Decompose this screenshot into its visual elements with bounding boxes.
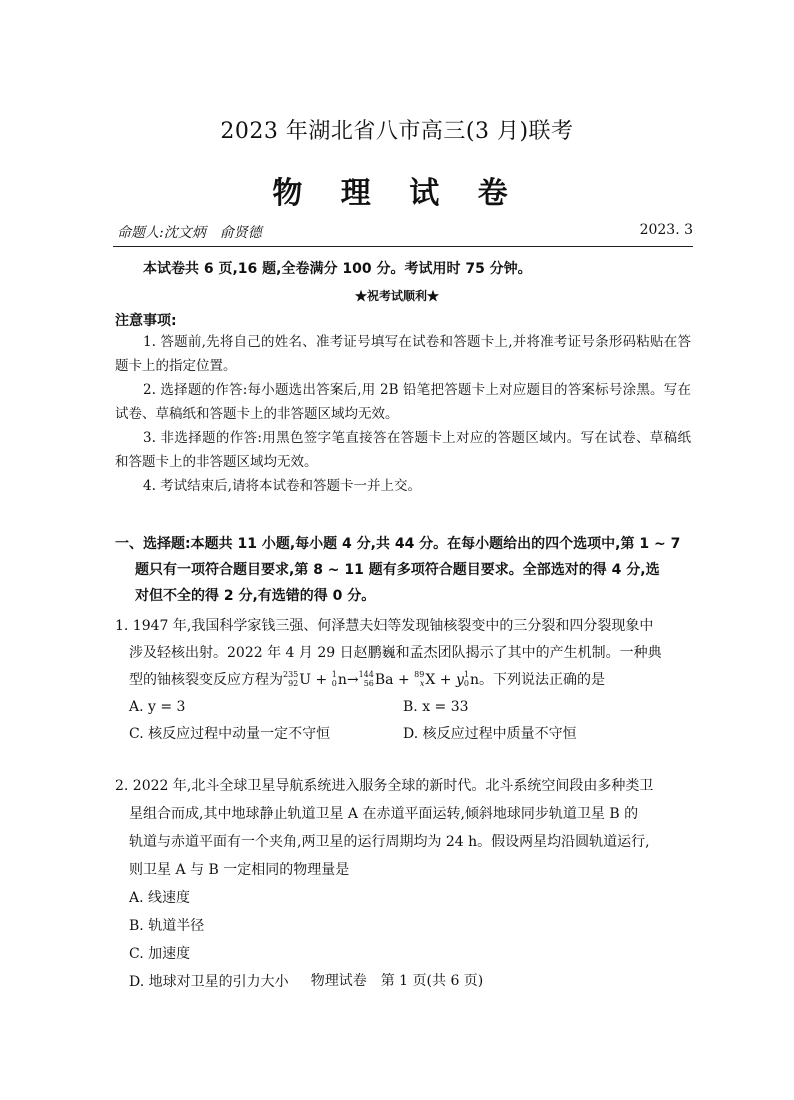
- q1-stem-line: 涉及轻核出射。2022 年 4 月 29 日赵鹏巍和孟杰团队揭示了其中的产生机制。一种典: [129, 645, 662, 661]
- q2-option-a: A. 线速度: [129, 890, 191, 906]
- q2-stem-line: 2. 2022 年,北斗全球卫星导航系统进入服务全球的新时代。北斗系统空间段由多种类卫: [115, 778, 654, 794]
- plus-sign: +: [315, 672, 328, 688]
- element-symbol: n: [337, 672, 347, 688]
- q1-stem-line: 1. 1947 年,我国科学家钱三强、何泽慧夫妇等发现铀核裂变中的三分裂和四分裂现象中: [115, 618, 654, 634]
- atomic-number: 56: [363, 679, 374, 688]
- exam-date: 2023. 3: [639, 222, 693, 238]
- q1-option-row: [115, 721, 693, 748]
- question-2: [115, 772, 693, 996]
- atomic-number: 92: [288, 679, 299, 688]
- authors: 命题人:沈文炳 俞贤德: [117, 225, 262, 241]
- page-footer: 物理试卷 第 1 页(共 6 页): [310, 973, 484, 989]
- element-symbol: Ba: [374, 672, 394, 688]
- q2-stem-line: 轨道与赤道平面有一个夹角,两卫星的运行周期均为 24 h。假设两星均沿圆轨道运行,: [129, 834, 650, 850]
- notes-list: [115, 330, 691, 498]
- section-1-line: 对但不全的得 2 分,有选错的得 0 分。: [135, 588, 376, 604]
- q1-option-a: A. y = 3: [129, 699, 186, 715]
- atomic-number: 0: [463, 679, 469, 688]
- note-item: 1. 答题前,先将自己的姓名、准考证号填写在试卷和答题卡上,并将准考证号条形码粘贴在答题卡上的指定位置。: [115, 334, 691, 374]
- q1-option-d: D. 核反应过程中质量不守恒: [403, 726, 577, 742]
- plus-sign: +: [397, 672, 410, 688]
- coefficient-y: y: [455, 672, 464, 688]
- fission-equation: [283, 672, 479, 688]
- exam-summary: 本试卷共 6 页,16 题,全卷满分 100 分。考试用时 75 分钟。: [143, 261, 532, 277]
- plus-sign: +: [439, 672, 452, 688]
- q1-stem-line: [115, 667, 693, 694]
- notes-heading: 注意事项:: [115, 313, 177, 329]
- section-1-heading: [115, 531, 693, 609]
- q1-option-b: B. x = 33: [403, 699, 469, 715]
- q1-stem-text: 。下列说法正确的是: [479, 672, 605, 688]
- reaction-arrow: →: [346, 672, 359, 688]
- q1-stem-text: 型的铀核裂变反应方程为: [129, 672, 283, 688]
- mass-number: 1: [331, 670, 337, 679]
- q2-option-d: D. 地球对卫星的引力大小: [129, 974, 289, 990]
- mass-number: 1: [463, 670, 469, 679]
- q2-stem-line: 则卫星 A 与 B 一定相同的物理量是: [129, 862, 350, 878]
- q2-option-b: B. 轨道半径: [129, 918, 205, 934]
- q1-option-c: C. 核反应过程中动量一定不守恒: [129, 726, 331, 742]
- nuclide-barium: [359, 667, 394, 694]
- question-1: [115, 613, 693, 748]
- nuclide-neutron: [464, 667, 479, 694]
- mass-number: 235: [283, 670, 299, 679]
- element-symbol: X: [425, 672, 436, 688]
- header-divider: [113, 246, 693, 247]
- mass-number: 144: [358, 670, 374, 679]
- mass-number: 89: [414, 670, 425, 679]
- element-symbol: n: [469, 672, 479, 688]
- subject-title: 物 理 试 卷: [272, 176, 522, 211]
- q1-option-row: [115, 694, 693, 721]
- note-item: 4. 考试结束后,请将本试卷和答题卡一并上交。: [143, 478, 421, 494]
- good-luck-banner: ★祝考试顺利★: [354, 289, 439, 303]
- q2-stem-line: 星组合而成,其中地球静止轨道卫星 A 在赤道平面运转,倾斜地球同步轨道卫星 B 的: [129, 806, 639, 822]
- note-item: 2. 选择题的作答:每小题选出答案后,用 2B 铅笔把答题卡上对应题目的答案标号涂黑。写在试卷、草稿纸和答题卡上的非答题区域均无效。: [115, 382, 691, 422]
- exam-title: 2023 年湖北省八市高三(3 月)联考: [220, 119, 574, 144]
- atomic-number: x: [419, 679, 425, 688]
- nuclide-x: [414, 667, 435, 694]
- note-item: 3. 非选择题的作答:用黑色签字笔直接答在答题卡上对应的答题区域内。写在试卷、草稿纸和答题卡上的非答题区域均无效。: [115, 430, 691, 470]
- section-1-line: 题只有一项符合题目要求,第 8 ~ 11 题有多项符合题目要求。全部选对的得 4 分,选: [135, 562, 660, 578]
- atomic-number: 0: [331, 679, 337, 688]
- nuclide-neutron: [332, 667, 347, 694]
- section-1-line: 一、选择题:本题共 11 小题,每小题 4 分,共 44 分。在每小题给出的四个选项中,第 1 ~ 7: [115, 536, 681, 552]
- nuclide-uranium: [283, 667, 311, 694]
- element-symbol: U: [299, 672, 312, 688]
- q2-option-c: C. 加速度: [129, 946, 191, 962]
- meta-row: [117, 222, 693, 242]
